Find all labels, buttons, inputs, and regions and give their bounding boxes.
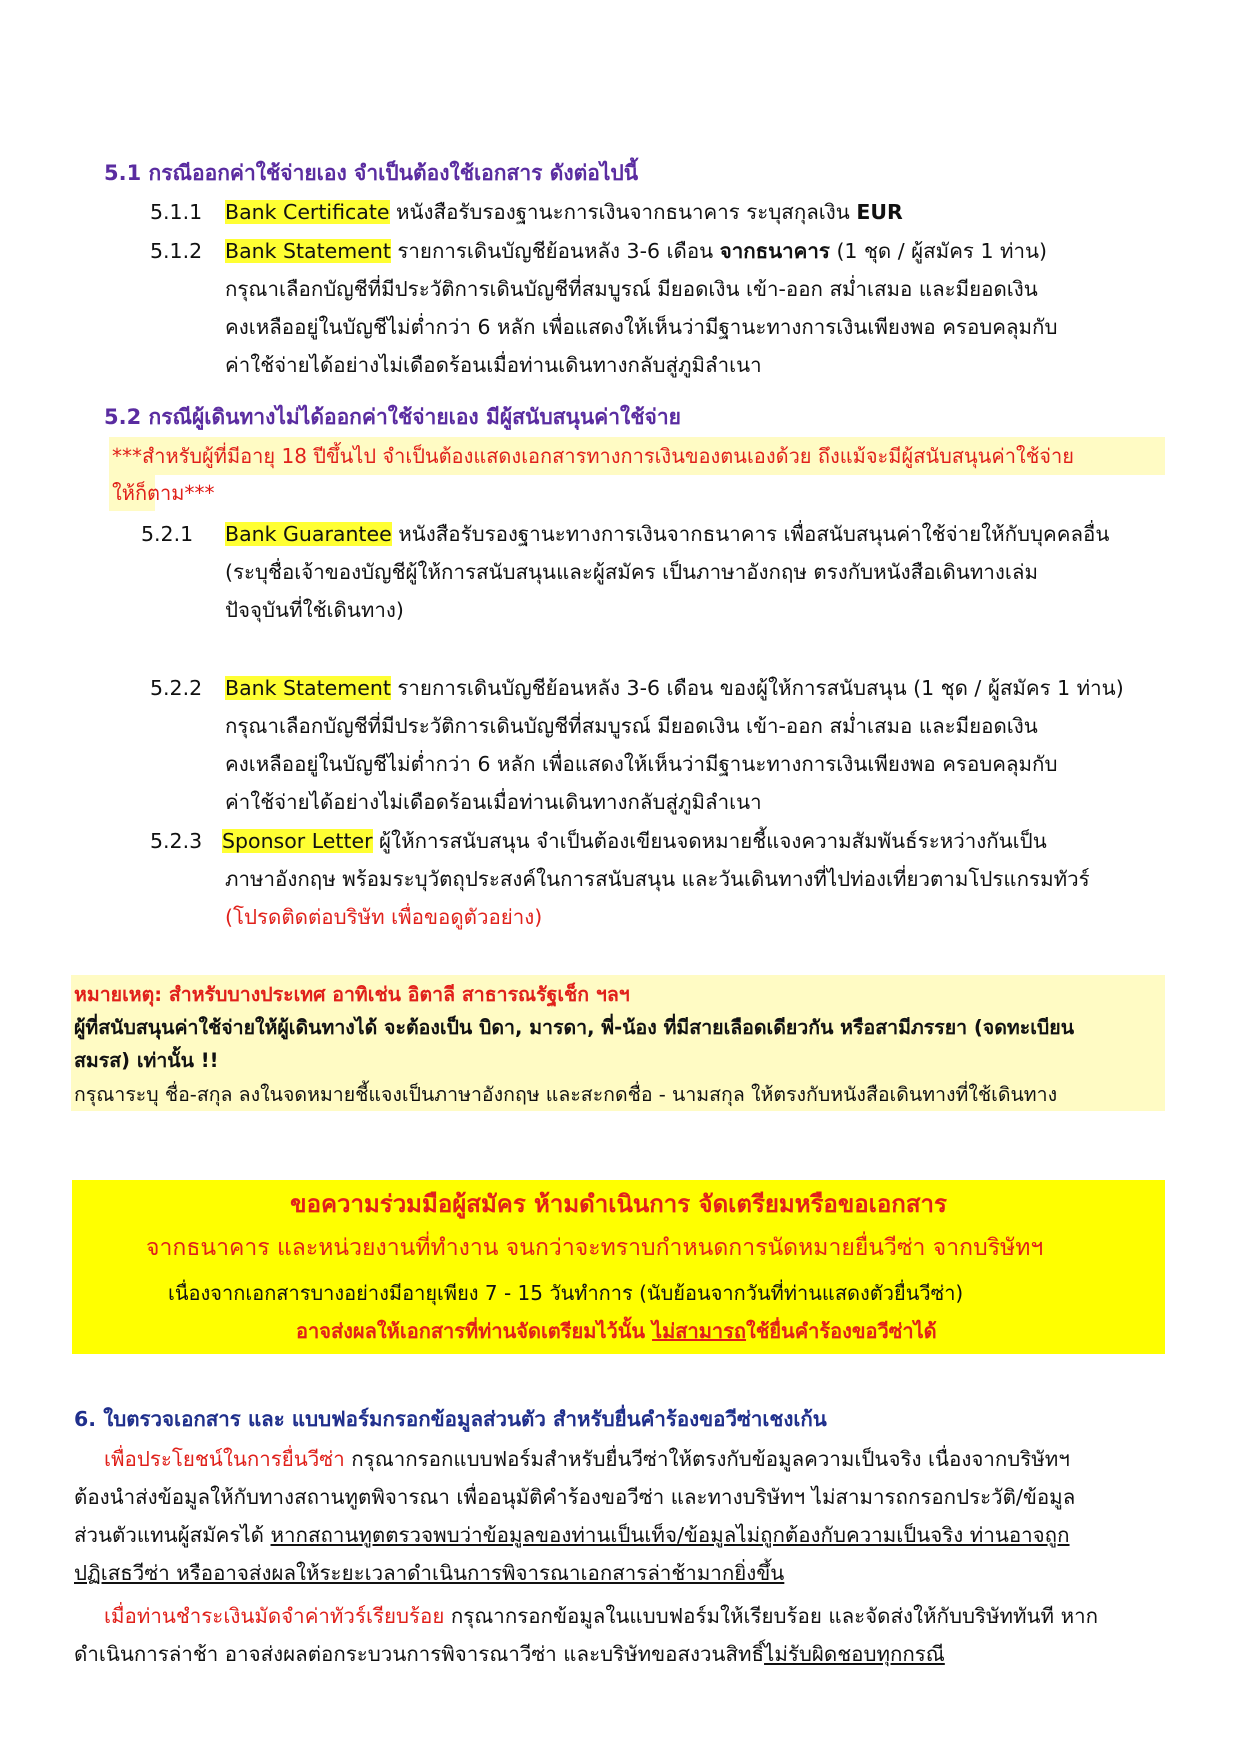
item-5-2-3: Sponsor Letter ผู้ให้การสนับสนุน จำเป็นต้องเขียนจดหมายชี้แจงความสัมพันธ์ระหว่างกันเป็น [222,829,1047,853]
section-6-heading: 6. ใบตรวจเอกสาร และ แบบฟอร์มกรอกข้อมูลส่วนตัว สำหรับยื่นคำร้องขอวีซ่าเชงเก้น [74,1407,827,1431]
item-5-2-2: Bank Statement รายการเดินบัญชีย้อนหลัง 3-6 เดือน ของผู้ให้การสนับสนุน (1 ชุด / ผู้สมัคร 1 ท่าน) [225,676,1124,700]
item-5-2-3-line: ภาษาอังกฤษ พร้อมระบุวัตถุประสงค์ในการสนับสนุน และวันเดินทางที่ไปท่องเที่ยวตามโปรแกรมทัวร์ [225,867,1090,891]
item-5-2-2-number: 5.2.2 [150,676,203,700]
note-title: หมายเหตุ: สำหรับบางประเทศ อาทิเช่น อิตาลี สาธารณรัฐเช็ก ฯลฯ [74,983,630,1006]
item-5-1-1: Bank Certificate หนังสือรับรองฐานะการเงินจากธนาคาร ระบุสกุลเงิน EUR [225,200,903,224]
item-5-1-2-line: ค่าใช้จ่ายได้อย่างไม่เดือดร้อนเมื่อท่านเดินทางกลับสู่ภูมิลำเนา [225,353,762,377]
item-5-1-2: Bank Statement รายการเดินบัญชีย้อนหลัง 3-6 เดือน จากธนาคาร (1 ชุด / ผู้สมัคร 1 ท่าน) [225,239,1048,263]
section-6-paragraph: เมื่อท่านชำระเงินมัดจำค่าทัวร์เรียบร้อย กรุณากรอกข้อมูลในแบบฟอร์มให้เรียบร้อย และจัดส่งให้กับบริษัททันที หาก [104,1604,1099,1628]
bank-guarantee-label: Bank Guarantee [225,522,392,546]
item-5-1-2-number: 5.1.2 [150,239,203,263]
note-line: กรุณาระบุ ชื่อ-สกุล ลงในจดหมายชี้แจงเป็นภาษาอังกฤษ และสะกดชื่อ - นามสกุล ให้ตรงกับหนังสือเดินทางที่ใช้เดินทาง [74,1083,1058,1106]
item-5-1-2-line: คงเหลืออยู่ในบัญชีไม่ต่ำกว่า 6 หลัก เพื่อแสดงให้เห็นว่ามีฐานะทางการเงินเพียงพอ ครอบคลุมกับ [225,315,1058,339]
cooperation-title: ขอความร่วมมือผู้สมัคร ห้ามดำเนินการ จัดเตรียมหรือขอเอกสาร [290,1190,947,1218]
bank-statement-label: Bank Statement [225,676,391,700]
note-line: ผู้ที่สนับสนุนค่าใช้จ่ายให้ผู้เดินทางได้ จะต้องเป็น บิดา, มารดา, พี่-น้อง ที่มีสายเลือดเดียวกัน หรือสามีภรรยา (จดทะเบียน [74,1016,1075,1039]
cooperation-line: เนื่องจากเอกสารบางอย่างมีอายุเพียง 7 - 15 วันทำการ (นับย้อนจากวันที่ท่านแสดงตัวยื่นวีซ่า) [168,1281,964,1305]
item-5-1-2-line: กรุณาเลือกบัญชีที่มีประวัติการเดินบัญชีที่สมบูรณ์ มียอดเงิน เข้า-ออก สม่ำเสมอ และมียอดเงิน [225,277,1038,301]
item-5-2-2-line: คงเหลืออยู่ในบัญชีไม่ต่ำกว่า 6 หลัก เพื่อแสดงให้เห็นว่ามีฐานะทางการเงินเพียงพอ ครอบคลุมกับ [225,752,1058,776]
item-5-2-1-line: ปัจจุบันที่ใช้เดินทาง) [225,598,404,622]
cooperation-line: จากธนาคาร และหน่วยงานที่ทำงาน จนกว่าจะทราบกำหนดการนัดหมายยื่นวีซ่า จากบริษัทฯ [146,1235,1044,1261]
section-6-line: ต้องนำส่งข้อมูลให้กับทางสถานทูตพิจารณา เพื่ออนุมัติคำร้องขอวีซ่า และทางบริษัทฯ ไม่สามารถกรอกประวัติ/ข้อมูล [74,1485,1076,1509]
section-6-paragraph: เพื่อประโยชน์ในการยื่นวีซ่า กรุณากรอกแบบฟอร์มสำหรับยื่นวีซ่าให้ตรงกับข้อมูลความเป็นจริง เนื่องจากบริษัทฯ [104,1447,1070,1471]
item-5-2-1: Bank Guarantee หนังสือรับรองฐานะทางการเงินจากธนาคาร เพื่อสนับสนุนค่าใช้จ่ายให้กับบุคคลอื่น [225,522,1110,546]
item-5-1-1-number: 5.1.1 [150,200,203,224]
bank-certificate-label: Bank Certificate [225,200,390,224]
age-warning-cont: ให้ก็ตาม*** [112,481,215,505]
section-5-1-heading: 5.1 กรณีออกค่าใช้จ่ายเอง จำเป็นต้องใช้เอกสาร ดังต่อไปนี้ [104,161,639,185]
item-5-2-1-number: 5.2.1 [141,522,194,546]
section-5-2-heading: 5.2 กรณีผู้เดินทางไม่ได้ออกค่าใช้จ่ายเอง มีผู้สนับสนุนค่าใช้จ่าย [104,405,681,429]
item-5-2-1-line: (ระบุชื่อเจ้าของบัญชีผู้ให้การสนับสนุนและผู้สมัคร เป็นภาษาอังกฤษ ตรงกับหนังสือเดินทางเล่ม [225,560,1038,584]
contact-company-note: (โปรดติดต่อบริษัท เพื่อขอดูตัวอย่าง) [225,905,543,929]
bank-statement-label: Bank Statement [225,239,391,263]
note-line: สมรส) เท่านั้น !! [74,1049,219,1072]
section-6-line: ดำเนินการล่าช้า อาจส่งผลต่อกระบวนการพิจารณาวีซ่า และบริษัทขอสงวนสิทธิ์ไม่รับผิดชอบทุกกรณี [74,1642,945,1666]
sponsor-letter-label: Sponsor Letter [222,829,373,853]
item-5-2-3-number: 5.2.3 [150,829,203,853]
item-5-2-2-line: กรุณาเลือกบัญชีที่มีประวัติการเดินบัญชีที่สมบูรณ์ มียอดเงิน เข้า-ออก สม่ำเสมอ และมียอดเงิน [225,714,1038,738]
item-5-2-2-line: ค่าใช้จ่ายได้อย่างไม่เดือดร้อนเมื่อท่านเดินทางกลับสู่ภูมิลำเนา [225,790,762,814]
section-6-line: ปฏิเสธวีซ่า หรืออาจส่งผลให้ระยะเวลาดำเนินการพิจารณาเอกสารล่าช้ามากยิ่งขึ้น [74,1561,785,1585]
age-warning: ***สำหรับผู้ที่มีอายุ 18 ปีขึ้นไป จำเป็นต้องแสดงเอกสารทางการเงินของตนเองด้วย ถึงแม้จะมีผู้สนับสนุนค่าใช้จ่าย [112,444,1074,468]
cooperation-warning: อาจส่งผลให้เอกสารที่ท่านจัดเตรียมไว้นั้น ไม่สามารถใช้ยื่นคำร้องขอวีซ่าได้ [296,1319,937,1343]
section-6-line: ส่วนตัวแทนผู้สมัครได้ หากสถานทูตตรวจพบว่าข้อมูลของท่านเป็นเท็จ/ข้อมูลไม่ถูกต้องกับความเป็นจริง ท่านอาจถูก [74,1523,1070,1547]
